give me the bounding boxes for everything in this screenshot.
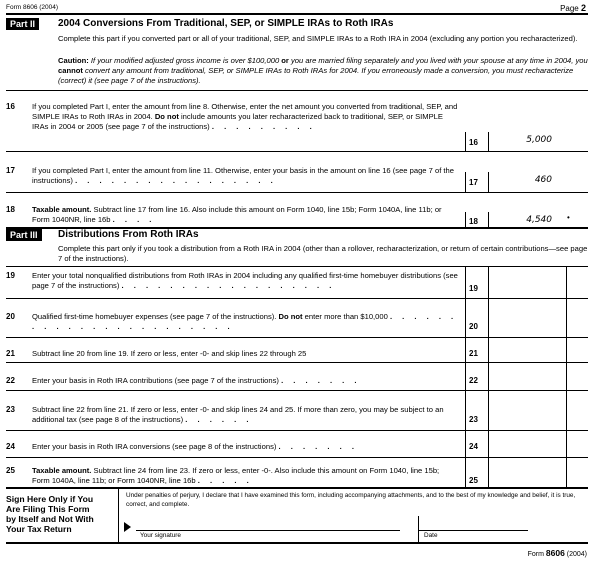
part3-intro: Complete this part only if you took a distribution from a Roth IRA in 2004 (other than a rollover, recharacterization, or return of certain contributions—see page 7 of the instructions). — [58, 244, 588, 263]
leader-dots: . . . . . . — [185, 415, 253, 424]
divider — [6, 362, 588, 363]
sign-arrow-icon — [124, 522, 131, 532]
line-22-number: 22 — [6, 376, 15, 385]
box-rule — [465, 212, 466, 227]
line-19-text: Enter your total nonqualified distributions from Roth IRAs in 2004 including any qualified first-time homebuyer distributions (see page 7 of the instructions) . . . . . . . . . . . . . . . . . . — [32, 271, 458, 290]
divider — [6, 298, 588, 299]
leader-dots: . . . . . . . . . . . . . . . . . . — [121, 281, 336, 290]
line-16-amount[interactable]: 5,000 — [526, 135, 552, 145]
page-footer: Form 8606 (2004) — [527, 548, 587, 558]
line-22-text: Enter your basis in Roth IRA contributions (see page 7 of the instructions) . . . . . . . — [32, 376, 361, 385]
line-21-box-number: 21 — [469, 349, 478, 358]
line-25-box-number: 25 — [469, 476, 478, 485]
line-20-number: 20 — [6, 312, 15, 321]
date-label: Date — [424, 532, 438, 539]
page-number: Page 2 — [560, 3, 586, 13]
box-rule — [488, 172, 489, 192]
part3-title: Distributions From Roth IRAs — [58, 229, 199, 240]
line-25-number: 25 — [6, 466, 15, 475]
line-16-number: 16 — [6, 102, 15, 111]
line-17-number: 17 — [6, 166, 15, 175]
form-name: Form 8606 (2004) — [6, 4, 59, 11]
part2-label: Part II — [6, 18, 39, 30]
perjury-statement: Under penalties of perjury, I declare that I have examined this form, including accompanying attachments, and to the best of my knowledge and belief, it is true, correct, and complete. — [126, 492, 576, 508]
line-24-number: 24 — [6, 442, 15, 451]
line-23-box-number: 23 — [469, 415, 478, 424]
part2-caution: Caution: If your modified adjusted gross income is over $100,000 or you are married filing separately and you lived with your spouse at any time in 2004, you cannot convert any amount from traditional, SEP, or SIMPLE IRAs to Roth IRAs for 2004. If you erroneously made a conversion, you must recharacterize (correct) it (see page 7 of the instructions). — [58, 56, 588, 85]
divider — [6, 90, 588, 91]
line-16-box-number: 16 — [469, 138, 478, 147]
line-23-number: 23 — [6, 405, 15, 414]
line-20-box-number: 20 — [469, 322, 478, 331]
page-header — [6, 3, 588, 15]
line-21-text: Subtract line 20 from line 19. If zero or less, enter -0- and skip lines 22 through 25 — [32, 349, 307, 358]
divider — [6, 337, 588, 338]
box-rule — [465, 172, 466, 192]
line-19-box-number: 19 — [469, 284, 478, 293]
line-25-text: Taxable amount. Subtract line 24 from line 23. If zero or less, enter -0-. Also include this amount on Form 1040, line 15b; Form 1040A, line 11b; or Form 1040NR, line 16b . . . . . — [32, 466, 440, 485]
leader-dots: . . . . . . . . . — [211, 122, 316, 131]
line-18-number: 18 — [6, 205, 15, 214]
date-divider — [418, 516, 419, 542]
divider — [6, 390, 588, 391]
part2-title: 2004 Conversions From Traditional, SEP, or SIMPLE IRAs to Roth IRAs — [58, 18, 394, 29]
bullet-marker: • — [567, 213, 570, 222]
signature-label: Your signature — [140, 532, 181, 539]
line-24-box-number: 24 — [469, 442, 478, 451]
line-18-box-number: 18 — [469, 217, 478, 226]
date-line[interactable] — [418, 530, 528, 531]
divider — [6, 151, 588, 152]
line-20-text: Qualified first-time homebuyer expenses (see page 7 of the instructions). Do not enter more than $10,000 . . . . . . . . . . . . . . . . . . . . . . . — [32, 312, 458, 331]
divider — [6, 430, 588, 431]
divider — [6, 266, 588, 267]
leader-dots: . . . . . . . . . . . . . . . . . . . . . . . — [32, 312, 458, 331]
divider — [6, 457, 588, 458]
line-17-text: If you completed Part I, enter the amount from line 11. Otherwise, enter your basis in the amount on line 16 (see page 7 of the instructions) . . . . . . . . . . . . . . . . . — [32, 166, 454, 185]
sign-divider — [118, 489, 119, 542]
box-rule — [465, 266, 466, 487]
line-19-number: 19 — [6, 271, 15, 280]
line-21-number: 21 — [6, 349, 15, 358]
box-rule — [566, 266, 567, 487]
sign-title: Sign Here Only if You Are Filing This Form by Itself and Not With Your Tax Return — [6, 494, 94, 534]
line-17-amount[interactable]: 460 — [534, 175, 552, 185]
box-rule — [488, 132, 489, 151]
divider — [6, 542, 588, 544]
leader-dots: . . . . . . . . . . . . . . . . . — [75, 176, 277, 185]
line-22-box-number: 22 — [469, 376, 478, 385]
divider — [6, 192, 588, 193]
leader-dots: . . . . . — [197, 476, 253, 485]
box-rule — [488, 212, 489, 227]
line-23-text: Subtract line 22 from line 21. If zero or less, enter -0- and skip lines 24 and 25. If more than zero, you may be subject to an additional tax (see page 8 of the instructions) . . . . . . — [32, 405, 444, 424]
divider — [6, 487, 588, 489]
part3-label: Part III — [6, 229, 42, 241]
leader-dots: . . . . . . . — [278, 442, 358, 451]
box-rule — [488, 266, 489, 487]
leader-dots: . . . . . . . — [281, 376, 361, 385]
part2-intro: Complete this part if you converted part or all of your traditional, SEP, and SIMPLE IRAs to a Roth IRA in 2004 (excluding any portion you recharacterized). — [58, 34, 578, 43]
line-18-text: Taxable amount. Subtract line 17 from line 16. Also include this amount on Form 1040, line 15b; Form 1040A, line 11b; or Form 1040NR, line 16b . . . . — [32, 205, 442, 224]
line-17-box-number: 17 — [469, 178, 478, 187]
box-rule — [465, 132, 466, 151]
line-18-amount[interactable]: 4,540 — [526, 215, 552, 225]
leader-dots: . . . . — [112, 215, 156, 224]
line-16-text: If you completed Part I, enter the amount from line 8. Otherwise, enter the net amount you converted from traditional, SEP, and SIMPLE IRAs to Roth IRAs in 2004. Do not include amounts you later recharacterized back to traditional, SEP, or SIMPLE IRAs in 2004 or 2005 (see page 7 of the instructions) . . . . . . . . . — [32, 102, 458, 131]
line-24-text: Enter your basis in Roth IRA conversions (see page 8 of the instructions) . . . . . . . — [32, 442, 358, 451]
signature-line[interactable] — [136, 530, 400, 531]
